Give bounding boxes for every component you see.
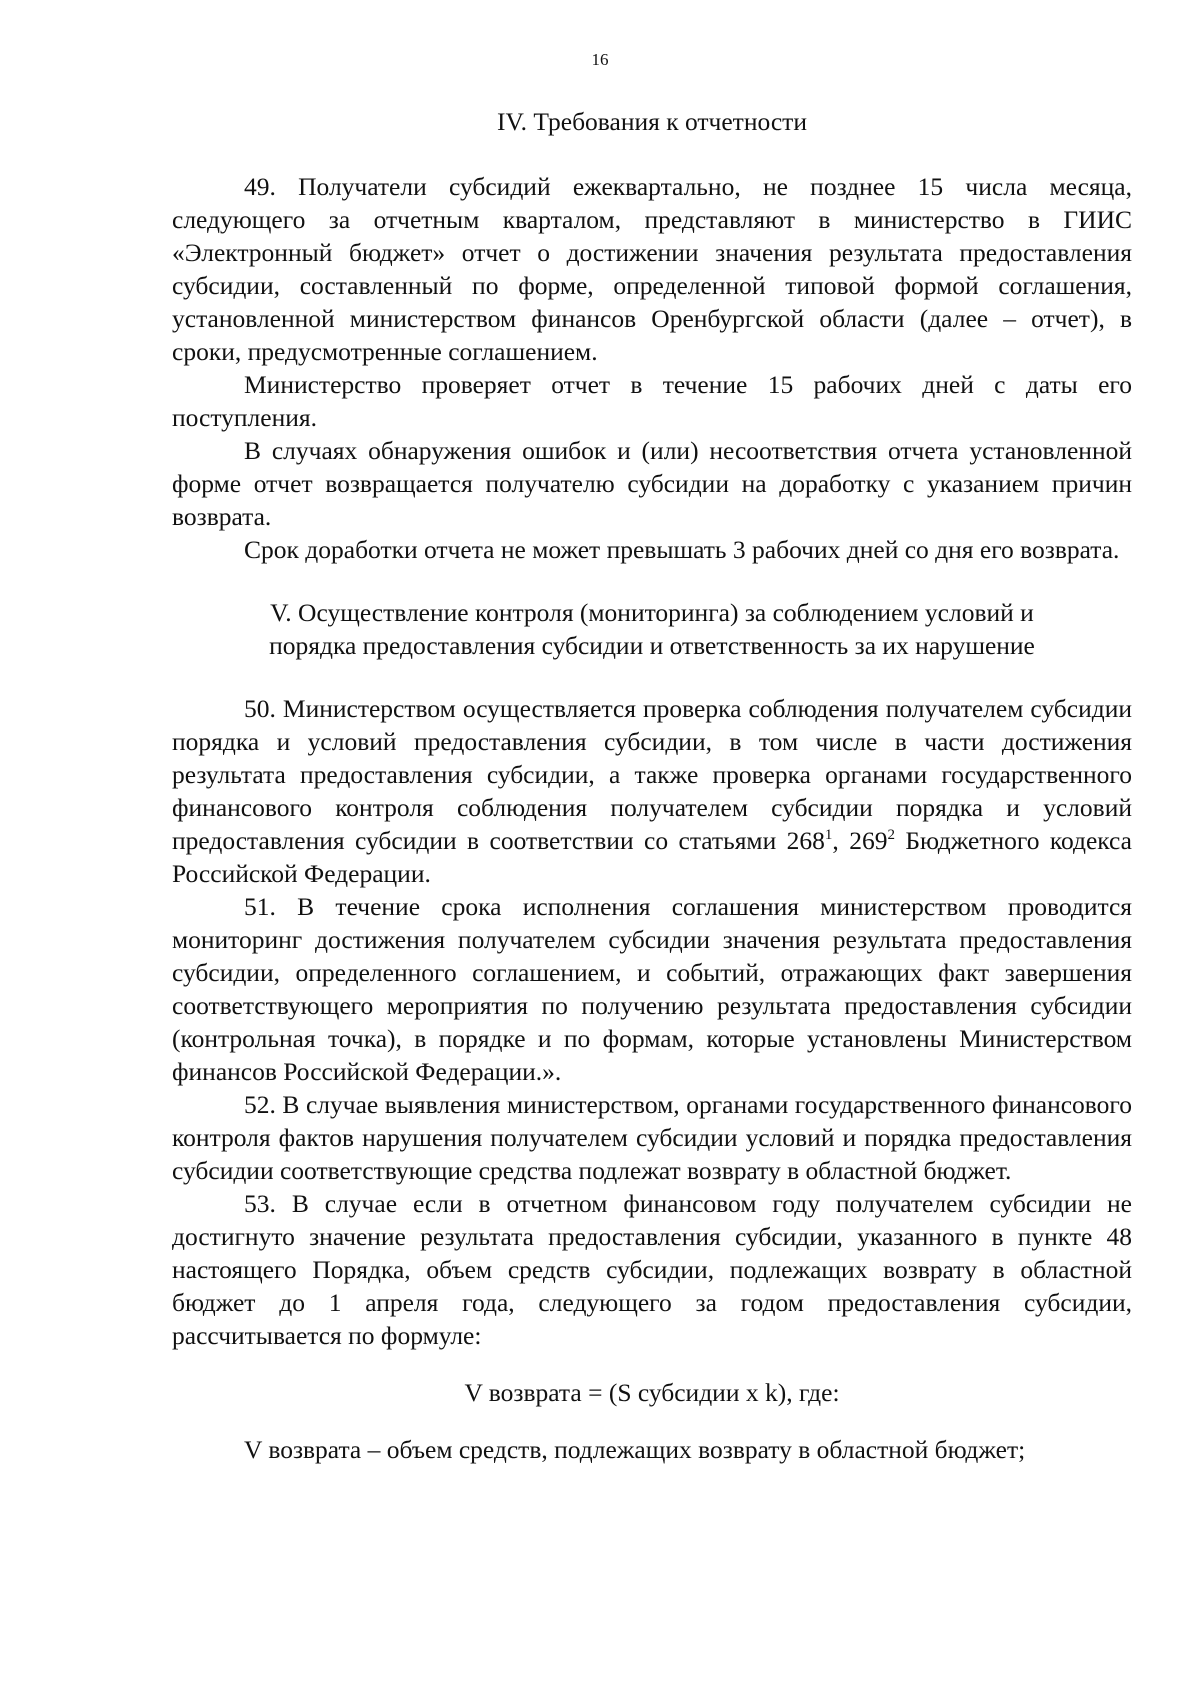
article-269-superscript: 2 xyxy=(887,827,895,843)
paragraph-50-text-3: Бюджетного кодекса Российской Федерации. xyxy=(172,826,1132,888)
return-formula: V возврата = (S субсидии x k), где: xyxy=(464,1378,840,1407)
section-5-heading-line-2: порядка предоставления субсидии и ответственность за их нарушение xyxy=(269,631,1035,660)
section-5-heading-line-1: V. Осуществление контроля (мониторинга) за соблюдением условий и xyxy=(270,598,1034,627)
paragraph-49-errors: В случаях обнаружения ошибок и (или) несоответствия отчета установленной форме отчет возвращается получателю субсидии на доработку с указанием причин возврата. xyxy=(172,436,1132,531)
paragraph-49-term: Срок доработки отчета не может превышать 3 рабочих дней со дня его возврата. xyxy=(244,535,1120,564)
paragraph-49: 49. Получатели субсидий ежеквартально, не позднее 15 числа месяца, следующего за отчетным кварталом, представляют в министерство в ГИИС «Электронный бюджет» отчет о достижении значения результата предоставления субсидии, составленный по форме, определенной типовой формой соглашения, установленной министерством финансов Оренбургской области (далее – отчет), в сроки, предусмотренные соглашением. xyxy=(172,172,1132,366)
page-number: 16 xyxy=(591,50,609,69)
paragraph-52: 52. В случае выявления министерством, органами государственного финансового контроля фактов нарушения получателем субсидии условий и порядка предоставления субсидии соответствующие средства подлежат возврату в областной бюджет. xyxy=(172,1090,1132,1185)
paragraph-49-check: Министерство проверяет отчет в течение 15 рабочих дней с даты его поступления. xyxy=(172,370,1132,432)
article-268-superscript: 1 xyxy=(824,827,833,843)
v-return-definition: V возврата – объем средств, подлежащих возврату в областной бюджет; xyxy=(244,1435,1026,1464)
paragraph-50 xyxy=(172,692,1132,890)
paragraph-50-text-1: 50. Министерством осуществляется проверка соблюдения получателем субсидии порядка и условий предоставления субсидии, в том числе в части достижения результата предоставления субсидии, а также проверка органами государственного финансового контроля соблюдения получателем субсидии порядка и условий предоставления субсидии в соответствии со статьями 268 xyxy=(172,694,1132,855)
section-4-heading: IV. Требования к отчетности xyxy=(497,107,807,136)
section-5-heading xyxy=(172,596,1132,662)
document-body xyxy=(172,105,1132,1466)
paragraph-53: 53. В случае если в отчетном финансовом году получателем субсидии не достигнуто значение результата предоставления субсидии, указанного в пункте 48 настоящего Порядка, объем средств субсидии, подлежащих возврату в областной бюджет до 1 апреля года, следующего за годом предоставления субсидии, рассчитывается по формуле: xyxy=(172,1189,1132,1350)
paragraph-50-text-2: , 269 xyxy=(832,826,888,855)
paragraph-51: 51. В течение срока исполнения соглашения министерством проводится мониторинг достижения получателем субсидии значения результата предоставления субсидии, определенного соглашением, и событий, отражающих факт завершения соответствующего мероприятия по получению результата предоставления субсидии (контрольная точка), в порядке и по формам, которые установлены Министерством финансов Российской Федерации.». xyxy=(172,892,1132,1086)
